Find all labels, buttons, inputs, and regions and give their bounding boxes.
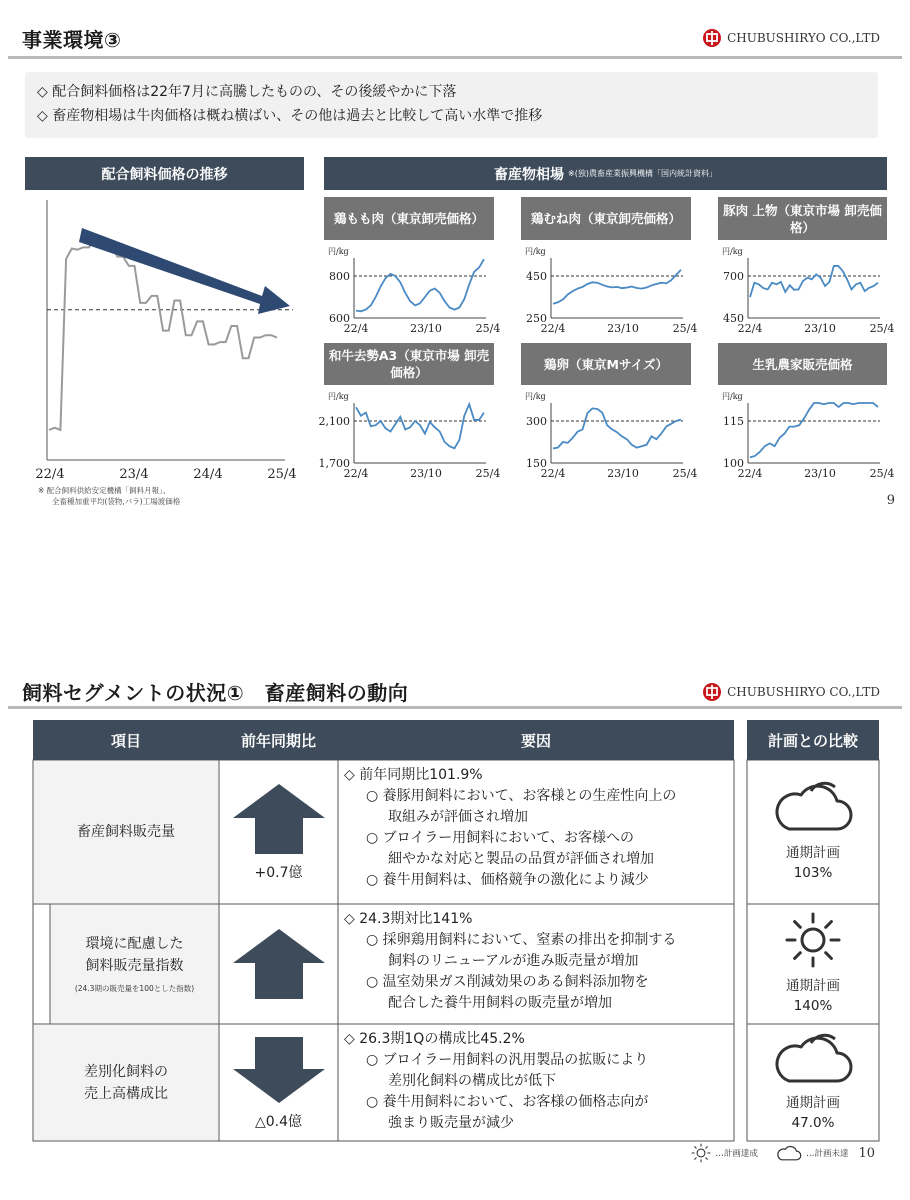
y-tick-label: 700 [723, 270, 744, 283]
plan-label: 通期計画 [786, 845, 840, 861]
sun-icon [785, 912, 841, 968]
yoy-change: +0.7億 [254, 865, 303, 881]
factor-cell [338, 904, 734, 1024]
x-tick-label: 22/4 [737, 322, 763, 335]
plan-cell [747, 1024, 879, 1141]
page-number: 9 [886, 493, 895, 508]
unit-label: 円/kg [525, 392, 546, 401]
y-tick-label: 800 [329, 270, 350, 283]
plan-label: 通期計画 [786, 978, 840, 994]
up-arrow-icon [231, 927, 327, 1001]
yoy-cell [219, 760, 338, 904]
x-tick-label: 22/4 [737, 467, 763, 480]
factor-cell [338, 1024, 734, 1141]
plan-cell [747, 904, 879, 1024]
summary-bullet: ◇ 畜産物相場は牛肉価格は概ね横ばい、その他は過去と比較して高い水準で推移 [37, 108, 543, 124]
summary-bullet: ◇ 配合飼料価格は22年7月に高騰したものの、その後緩やかに下落 [37, 84, 457, 100]
yoy-cell [219, 1024, 338, 1141]
y-tick-label: 150 [526, 457, 547, 470]
chart-header-raw-milk: 生乳農家販売価格 [718, 343, 887, 385]
section-title: 飼料セグメントの状況① 畜産飼料の動向 [22, 681, 409, 705]
header-plan: 計画との比較 [747, 720, 879, 760]
x-tick-label: 25/4 [475, 467, 501, 480]
chart-header-pork: 豚肉 上物（東京市場 卸売価格） [718, 197, 887, 240]
y-tick-label: 450 [723, 312, 744, 325]
x-tick-label: 25/4 [869, 322, 895, 335]
plan-cell [747, 760, 879, 904]
y-tick-label: 600 [329, 312, 350, 325]
factor-item: ○ 採卵鶏用飼料において、窒素の排出を抑制する 飼料のリニューアルが進み販売量が増加 [366, 932, 677, 969]
legend-sun-label: …計画達成 [715, 1149, 758, 1159]
plan-label: 通期計画 [786, 1094, 840, 1111]
x-tick-label: 23/10 [804, 467, 836, 480]
header-factor: 要因 [338, 720, 734, 760]
factor-summary: ◇ 前年同期比101.9% [344, 767, 483, 783]
page-title: 事業環境③ [22, 28, 122, 52]
yoy-cell [219, 904, 338, 1024]
cloud-icon [776, 1144, 802, 1162]
chart-header-eggs: 鶏卵（東京Mサイズ） [521, 343, 691, 385]
cloud-icon [771, 1033, 855, 1085]
unit-label: 円/kg [328, 247, 349, 256]
x-tick-label: 24/4 [193, 467, 223, 482]
y-tick-label: 450 [526, 270, 547, 283]
y-tick-label: 250 [526, 312, 547, 325]
x-tick-label: 23/4 [119, 467, 149, 482]
factor-cell [338, 760, 734, 904]
plan-value: 140% [793, 998, 833, 1014]
factor-item: ○ 温室効果ガス削減効果のある飼料添加物を 配合した養牛用飼料の販売量が増加 [366, 974, 649, 1011]
unit-label: 円/kg [722, 392, 743, 401]
x-tick-label: 23/10 [410, 322, 442, 335]
x-tick-label: 23/10 [607, 467, 639, 480]
chart-header-chicken-thigh: 鶏もも肉（東京卸売価格） [324, 197, 494, 240]
down-arrow-icon [231, 1035, 327, 1105]
x-tick-label: 22/4 [343, 322, 369, 335]
page-number: 10 [858, 1145, 875, 1161]
x-tick-label: 25/4 [672, 467, 698, 480]
x-tick-label: 22/4 [35, 467, 65, 482]
factor-summary: ◇ 26.3期1Qの構成比45.2% [344, 1031, 525, 1047]
feed-price-panel-title: 配合飼料価格の推移 [25, 157, 304, 190]
unit-label: 円/kg [525, 247, 546, 256]
chart-footnote: ※ 配合飼料供給安定機構「飼料月報」、 全畜種加重平均(袋物,バラ)工場渡価格 [38, 486, 181, 506]
plan-value: 103% [793, 865, 833, 881]
unit-label: 円/kg [722, 247, 743, 256]
x-tick-label: 25/4 [672, 322, 698, 335]
x-tick-label: 23/10 [410, 467, 442, 480]
factor-item: ○ 養牛用飼料は、価格競争の激化により減少 [366, 872, 649, 888]
x-tick-label: 22/4 [540, 322, 566, 335]
x-tick-label: 23/10 [804, 322, 836, 335]
unit-label: 円/kg [328, 392, 349, 401]
header-yoy: 前年同期比 [219, 720, 338, 760]
row-label-eco-feed-index: 環境に配慮した 飼料販売量指数 (24.3期の販売量を100とした指数) [51, 905, 218, 1023]
row-label-livestock-feed-volume: 畜産飼料販売量 [34, 761, 218, 903]
yoy-change: △0.4億 [254, 1113, 303, 1130]
sun-icon [691, 1143, 711, 1163]
market-panel-title: 畜産物相場 ※(独)農畜産業振興機構「国内統計資料」 [324, 157, 887, 190]
factor-item: ○ 養牛用飼料において、お客様の価格志向が 強まり販売量が減少 [366, 1094, 649, 1131]
y-tick-label: 100 [723, 457, 744, 470]
company-name: CHUBUSHIRYO CO.,LTD [727, 685, 880, 699]
chart-header-wagyu: 和牛去勢A3（東京市場 卸売価格） [324, 343, 494, 385]
company-name: CHUBUSHIRYO CO.,LTD [727, 31, 880, 45]
factor-item: ○ ブロイラー用飼料において、お客様への 細やかな対応と製品の品質が評価され増加 [366, 830, 654, 867]
factor-item: ○ 養豚用飼料において、お客様との生産性向上の 取組みが評価され増加 [366, 788, 677, 825]
y-tick-label: 115 [723, 415, 744, 428]
cloud-icon [771, 781, 855, 833]
x-tick-label: 23/10 [607, 322, 639, 335]
legend [691, 1143, 875, 1163]
x-tick-label: 22/4 [540, 467, 566, 480]
factor-summary: ◇ 24.3期対比141% [344, 911, 473, 927]
x-tick-label: 25/4 [475, 322, 501, 335]
x-tick-label: 22/4 [343, 467, 369, 480]
legend-cloud-label: …計画未達 [805, 1149, 849, 1159]
y-tick-label: 300 [526, 415, 547, 428]
y-tick-label: 1,700 [318, 457, 350, 470]
row-label-differentiated-feed-ratio: 差別化飼料の 売上高構成比 [34, 1025, 218, 1140]
factor-item: ○ ブロイラー用飼料の汎用製品の拡販により 差別化飼料の構成比が低下 [366, 1052, 649, 1089]
header-item: 項目 [33, 720, 219, 760]
plan-value: 47.0% [791, 1114, 835, 1131]
chart-header-chicken-breast: 鶏むね肉（東京卸売価格） [521, 197, 691, 240]
up-arrow-icon [231, 782, 327, 856]
x-tick-label: 25/4 [869, 467, 895, 480]
x-tick-label: 25/4 [267, 467, 297, 482]
y-tick-label: 2,100 [318, 415, 350, 428]
